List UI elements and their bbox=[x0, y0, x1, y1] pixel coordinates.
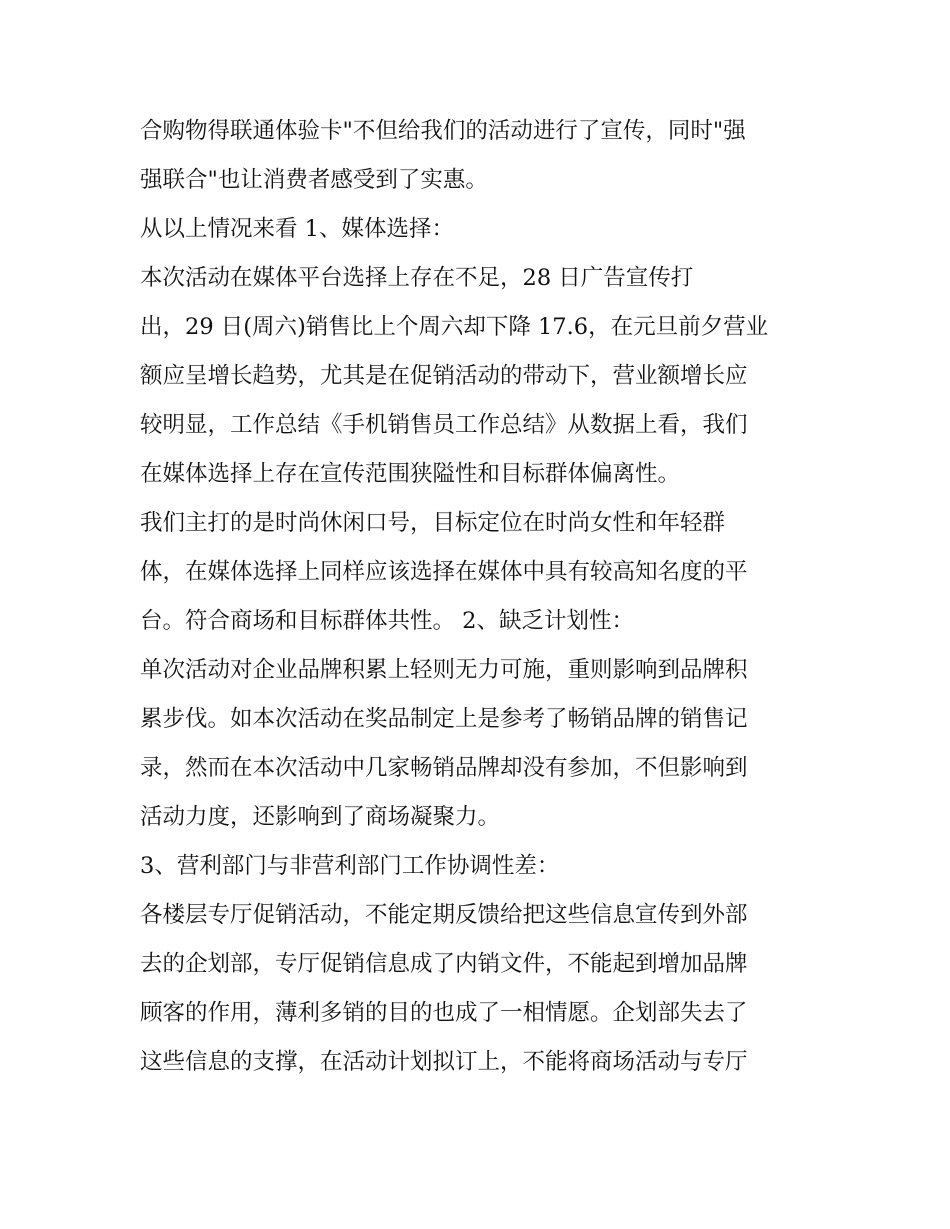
text-line: 3、营利部门与非营利部门工作协调性差： bbox=[140, 853, 560, 879]
text-line: 顾客的作用，薄利多销的目的也成了一相情愿。企划部失去了 bbox=[140, 1000, 748, 1026]
text-line: 从以上情况来看 1、媒体选择： bbox=[140, 216, 454, 242]
text-line: 累步伐。如本次活动在奖品制定上是参考了畅销品牌的销售记 bbox=[140, 706, 748, 732]
text-line: 强联合"也让消费者感受到了实惠。 bbox=[140, 167, 488, 193]
text-line: 出，29 日(周六)销售比上个周六却下降 17.6，在元旦前夕营业 bbox=[140, 314, 769, 340]
text-line: 在媒体选择上存在宣传范围狭隘性和目标群体偏离性。 bbox=[140, 461, 681, 487]
document-body bbox=[140, 107, 820, 1087]
text-line: 各楼层专厅促销活动，不能定期反馈给把这些信息宣传到外部 bbox=[140, 902, 748, 928]
text-line: 这些信息的支撑，在活动计划拟订上，不能将商场活动与专厅 bbox=[140, 1049, 748, 1075]
text-line: 去的企划部，专厅促销信息成了内销文件，不能起到增加品牌 bbox=[140, 951, 748, 977]
text-line: 单次活动对企业品牌积累上轻则无力可施，重则影响到品牌积 bbox=[140, 657, 748, 683]
text-line: 体，在媒体选择上同样应该选择在媒体中具有较高知名度的平 bbox=[140, 559, 748, 585]
text-line: 本次活动在媒体平台选择上存在不足，28 日广告宣传打 bbox=[140, 265, 694, 291]
text-line: 台。符合商场和目标群体共性。 2、缺乏计划性： bbox=[140, 608, 634, 634]
text-line: 合购物得联通体验卡"不但给我们的活动进行了宣传，同时"强 bbox=[140, 118, 746, 144]
text-line: 较明显，工作总结《手机销售员工作总结》从数据上看，我们 bbox=[140, 412, 748, 438]
text-line: 额应呈增长趋势，尤其是在促销活动的带动下，营业额增长应 bbox=[140, 363, 748, 389]
text-line: 录，然而在本次活动中几家畅销品牌却没有参加，不但影响到 bbox=[140, 755, 748, 781]
text-line: 活动力度，还影响到了商场凝聚力。 bbox=[140, 804, 501, 830]
text-line: 我们主打的是时尚休闲口号，目标定位在时尚女性和年轻群 bbox=[140, 510, 726, 536]
